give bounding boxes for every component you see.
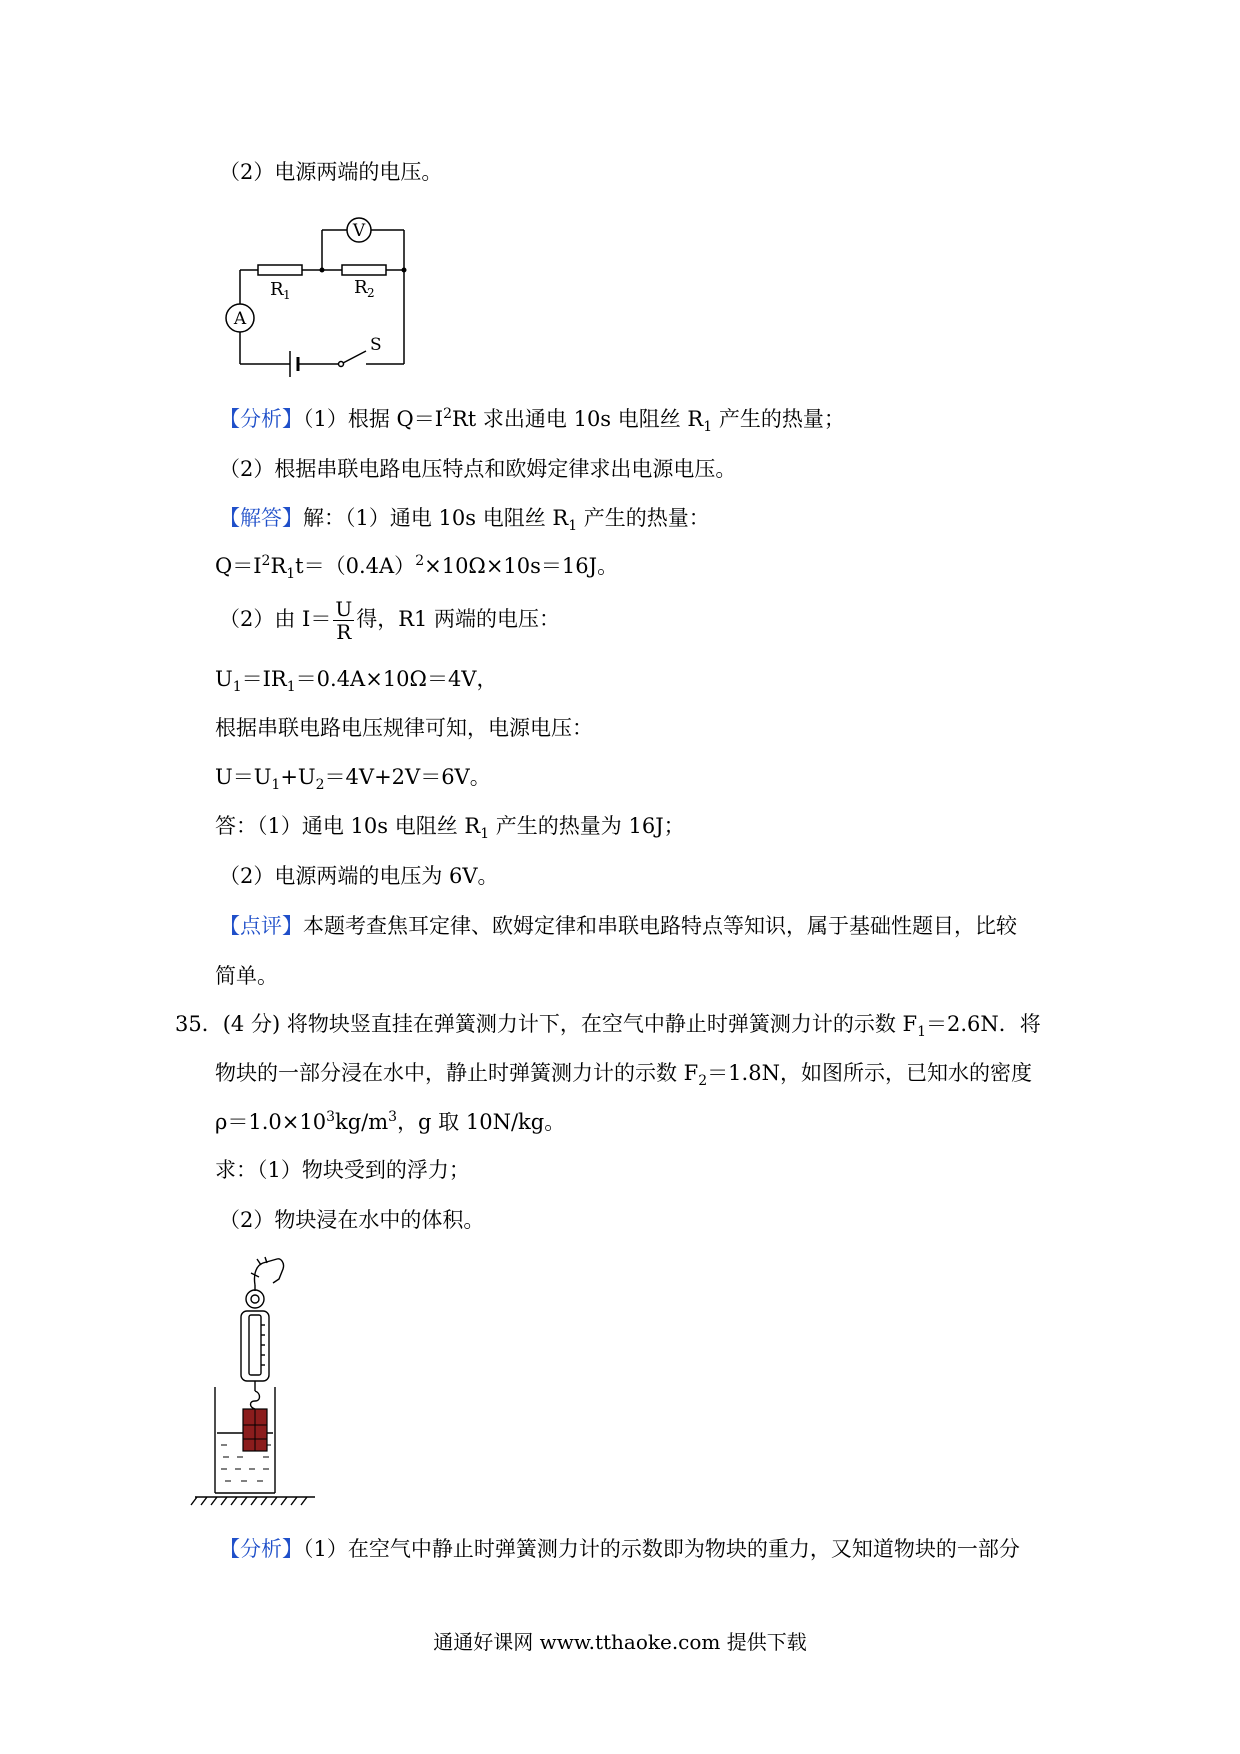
- sup: 2: [261, 553, 271, 569]
- q34-answer-intro: [219, 504, 710, 535]
- q35-text: kg/m: [334, 1110, 389, 1134]
- q34-analysis-line1: [219, 405, 845, 436]
- eq-text: 得，R1 两端的电压：: [356, 607, 561, 631]
- r2-sub: 2: [367, 286, 375, 300]
- fraction-numerator: U: [335, 597, 353, 621]
- sub: 1: [703, 419, 713, 436]
- comment-text: 本题考查焦耳定律、欧姆定律和串联电路特点等知识，属于基础性题目，比较: [303, 914, 1017, 938]
- q35-ask1: 求：（1）物块受到的浮力；: [215, 1158, 470, 1182]
- comment-tag: 【点评】: [219, 914, 303, 938]
- eq-text: ＝0.4A×10Ω＝4V，: [295, 667, 498, 691]
- q34-analysis-line2: （2）根据串联电路电压特点和欧姆定律求出电源电压。: [219, 457, 737, 481]
- eq-text: U: [215, 667, 233, 691]
- eq-text: t＝（0.4A）: [295, 554, 416, 578]
- switch-label: S: [370, 335, 382, 355]
- conclusion-text: 答：（1）通电 10s 电阻丝 R: [215, 814, 481, 838]
- q34-law: 根据串联电路电压规律可知，电源电压：: [215, 716, 593, 740]
- q35-analysis-line1: [219, 1535, 1020, 1563]
- sup: 3: [388, 1109, 398, 1125]
- q34-conclusion1: [215, 812, 685, 843]
- sub: 2: [698, 1073, 708, 1090]
- eq-text: （2）由 I＝: [219, 607, 332, 631]
- sup: 2: [415, 553, 425, 569]
- q34-eq4: [215, 763, 491, 794]
- q35-line3: [215, 1108, 565, 1136]
- fraction-denominator: R: [336, 620, 352, 644]
- answer-text: 解：（1）通电 10s 电阻丝 R: [303, 506, 569, 530]
- answer-text: 产生的热量：: [577, 506, 710, 530]
- sub: 1: [271, 777, 281, 794]
- q35-text: 物块的一部分浸在水中，静止时弹簧测力计的示数 F: [215, 1061, 699, 1085]
- answer-tag: 【解答】: [219, 506, 303, 530]
- q34-eq2: [219, 598, 560, 643]
- q35-text: ρ＝1.0×10: [215, 1110, 327, 1134]
- sub: 1: [568, 518, 578, 535]
- page-footer: 通通好课网 www.tthaoke.com 提供下载: [433, 1630, 807, 1654]
- resistor-r2: [342, 265, 386, 275]
- resistor-r1: [258, 265, 302, 275]
- sup: 3: [326, 1109, 335, 1125]
- sub: 1: [232, 679, 242, 696]
- r1-label: R: [270, 279, 284, 300]
- sub: 1: [480, 826, 490, 843]
- r1-sub: 1: [283, 288, 291, 302]
- q34-part2: （2）电源两端的电压。: [219, 160, 443, 184]
- q34-comment-line1: [219, 912, 1017, 940]
- q34-eq3: [215, 665, 498, 696]
- analysis-tag: 【分析】: [219, 407, 303, 431]
- analysis-text: 产生的热量；: [712, 407, 845, 431]
- q34-comment-line2: 简单。: [215, 964, 278, 988]
- sub: 1: [917, 1024, 926, 1041]
- q35-line2: [215, 1059, 1032, 1090]
- ammeter-label: A: [233, 309, 247, 329]
- circuit-diagram: [220, 213, 410, 373]
- eq-text: U＝U: [215, 765, 272, 789]
- eq-text: ＝4V+2V＝6V。: [324, 765, 491, 789]
- eq-text: +U: [280, 765, 316, 789]
- eq-text: ×10Ω×10s＝16J。: [424, 554, 619, 578]
- sub: 1: [286, 566, 296, 583]
- analysis-text: （1）在空气中静止时弹簧测力计的示数即为物块的重力，又知道物块的一部分: [303, 1537, 1020, 1561]
- q35-text: ，g 取 10N/kg。: [397, 1110, 566, 1134]
- voltmeter-label: V: [352, 221, 366, 241]
- conclusion-text: 产生的热量为 16J；: [489, 814, 685, 838]
- sub: 1: [286, 679, 296, 696]
- switch-icon: [343, 351, 366, 363]
- analysis-text: Rt 求出通电 10s 电阻丝 R: [451, 407, 704, 431]
- spring-scale-figure: [215, 1255, 355, 1515]
- analysis-tag: 【分析】: [219, 1537, 303, 1561]
- q34-conclusion2: （2）电源两端的电压为 6V。: [219, 864, 499, 888]
- q34-eq1: [215, 552, 619, 583]
- q35-text: 35．(4 分) 将物块竖直挂在弹簧测力计下，在空气中静止时弹簧测力计的示数 F: [175, 1012, 918, 1036]
- analysis-text: （1）根据 Q＝I: [303, 407, 444, 431]
- sup: 2: [443, 406, 452, 422]
- eq-text: R: [270, 554, 287, 578]
- q35-text: ＝2.6N．将: [925, 1012, 1041, 1036]
- eq-text: Q＝I: [215, 554, 262, 578]
- r2-label: R: [354, 277, 368, 298]
- q35-ask2: （2）物块浸在水中的体积。: [219, 1208, 485, 1232]
- sub: 2: [315, 777, 325, 794]
- fraction: [333, 598, 354, 643]
- q35-line1: [175, 1010, 1041, 1041]
- eq-text: ＝IR: [241, 667, 287, 691]
- q35-text: ＝1.8N，如图所示，已知水的密度: [707, 1061, 1032, 1085]
